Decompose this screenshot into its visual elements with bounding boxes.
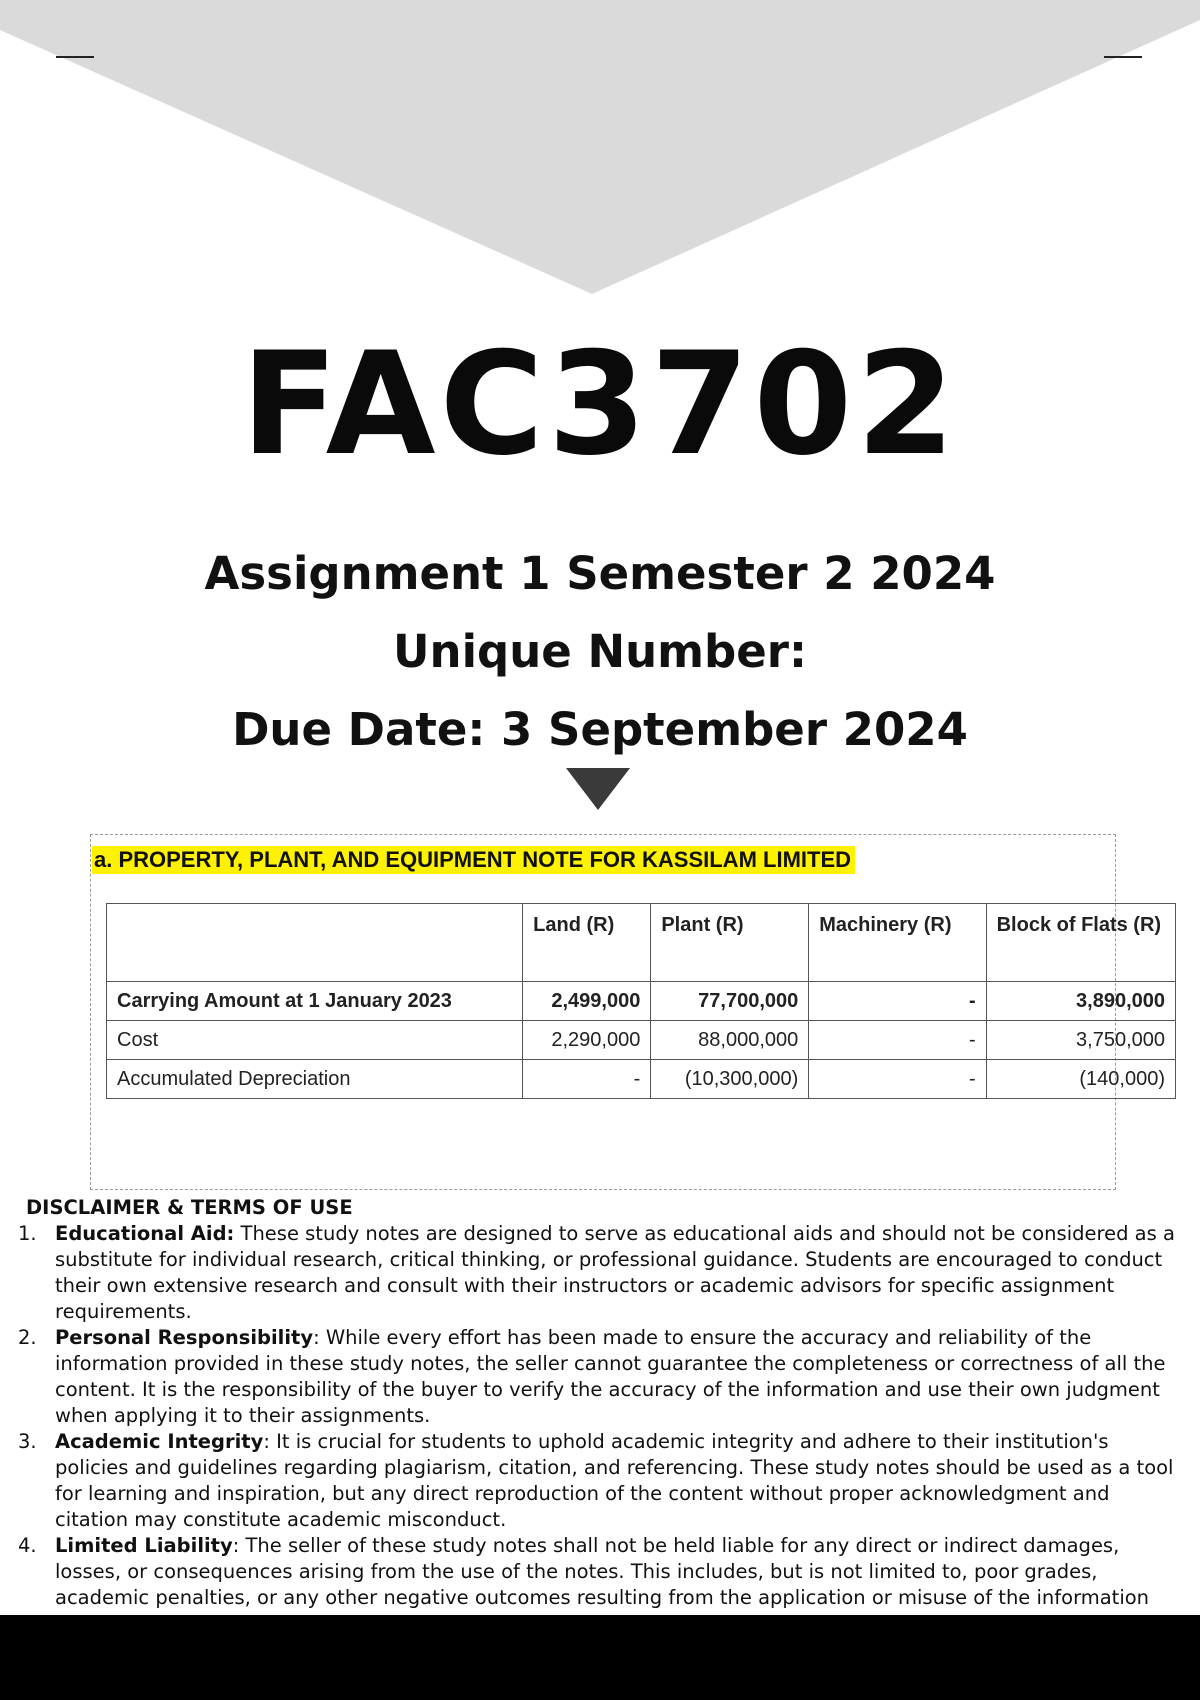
item-term: Limited Liability [55,1534,233,1557]
item-term: Personal Responsibility [55,1326,314,1349]
table-cell: - [809,1060,986,1099]
table-header-cell: Block of Flats (R) [986,904,1175,982]
table-row [107,1021,1176,1060]
ppe-note-table [106,903,1176,1099]
table-cell: - [523,1060,651,1099]
item-term: Educational Aid: [55,1222,235,1245]
table-row [107,982,1176,1021]
row-label: Carrying Amount at 1 January 2023 [107,982,523,1021]
note-heading: a. PROPERTY, PLANT, AND EQUIPMENT NOTE FOR KASSILAM LIMITED [92,846,855,874]
table-header-cell: Machinery (R) [809,904,986,982]
table-cell: (10,300,000) [651,1060,809,1099]
down-triangle-icon [566,768,630,810]
table-cell: 88,000,000 [651,1021,809,1060]
item-number: 4. [18,1534,37,1557]
table-cell: - [809,1021,986,1060]
table-cell: - [809,982,986,1021]
item-text: : The seller of these study notes shall not be held liable for any direct or indirect damages, losses, or consequences arising from the use of the notes. This includes, but is not limited to, poor grades, academic penalties, or any other negative outcomes resulting from the application or misuse of the information [55,1534,1150,1609]
item-term: Academic Integrity [55,1430,264,1453]
list-item [0,1429,1200,1533]
chevron-banner-icon [0,0,1200,300]
row-label: Cost [107,1021,523,1060]
table-cell: 77,700,000 [651,982,809,1021]
disclaimer-title: DISCLAIMER & TERMS OF USE [26,1196,353,1219]
corner-mark-right [1104,56,1142,58]
table-header-row [107,904,1176,982]
course-code-title: FAC3702 [240,322,960,487]
table-cell: (140,000) [986,1060,1175,1099]
disclaimer-list [0,1221,1200,1611]
disclaimer-section [0,1195,1200,1611]
table-cell: 3,750,000 [986,1021,1175,1060]
item-text: : It is crucial for students to uphold academic integrity and adhere to their institution's policies and guidelines regarding plagiarism, citation, and referencing. These study notes should be used as a tool for learning and inspiration, but any direct reproduction of the content without proper acknowledgment and citation may constitute academic misconduct. [55,1430,1174,1531]
corner-mark-left [56,56,94,58]
row-label: Accumulated Depreciation [107,1060,523,1099]
bottom-bar [0,1615,1200,1700]
table-header-cell [107,904,523,982]
table-header-cell: Plant (R) [651,904,809,982]
table-cell: 2,290,000 [523,1021,651,1060]
item-text: These study notes are designed to serve as educational aids and should not be considered as a substitute for individual research, critical thinking, or professional guidance. Students are encouraged to conduct their own extensive research and consult with their instructors or academic advisors for specific assignment requirements. [55,1222,1175,1323]
list-item [0,1325,1200,1429]
item-number: 1. [18,1222,37,1245]
table-cell: 2,499,000 [523,982,651,1021]
table-cell: 3,890,000 [986,982,1175,1021]
unique-number-label: Unique Number: [393,625,807,678]
assignment-subtitle: Assignment 1 Semester 2 2024 [204,547,996,600]
list-item [0,1221,1200,1325]
item-number: 2. [18,1326,37,1349]
due-date-label: Due Date: 3 September 2024 [232,703,968,756]
table-header-cell: Land (R) [523,904,651,982]
item-number: 3. [18,1430,37,1453]
list-item [0,1533,1200,1611]
item-text: : While every effort has been made to ensure the accuracy and reliability of the information provided in these study notes, the seller cannot guarantee the completeness or correctness of all the content. It is the responsibility of the buyer to verify the accuracy of the information and use their own judgment when applying it to their assignments. [55,1326,1166,1427]
table-row [107,1060,1176,1099]
